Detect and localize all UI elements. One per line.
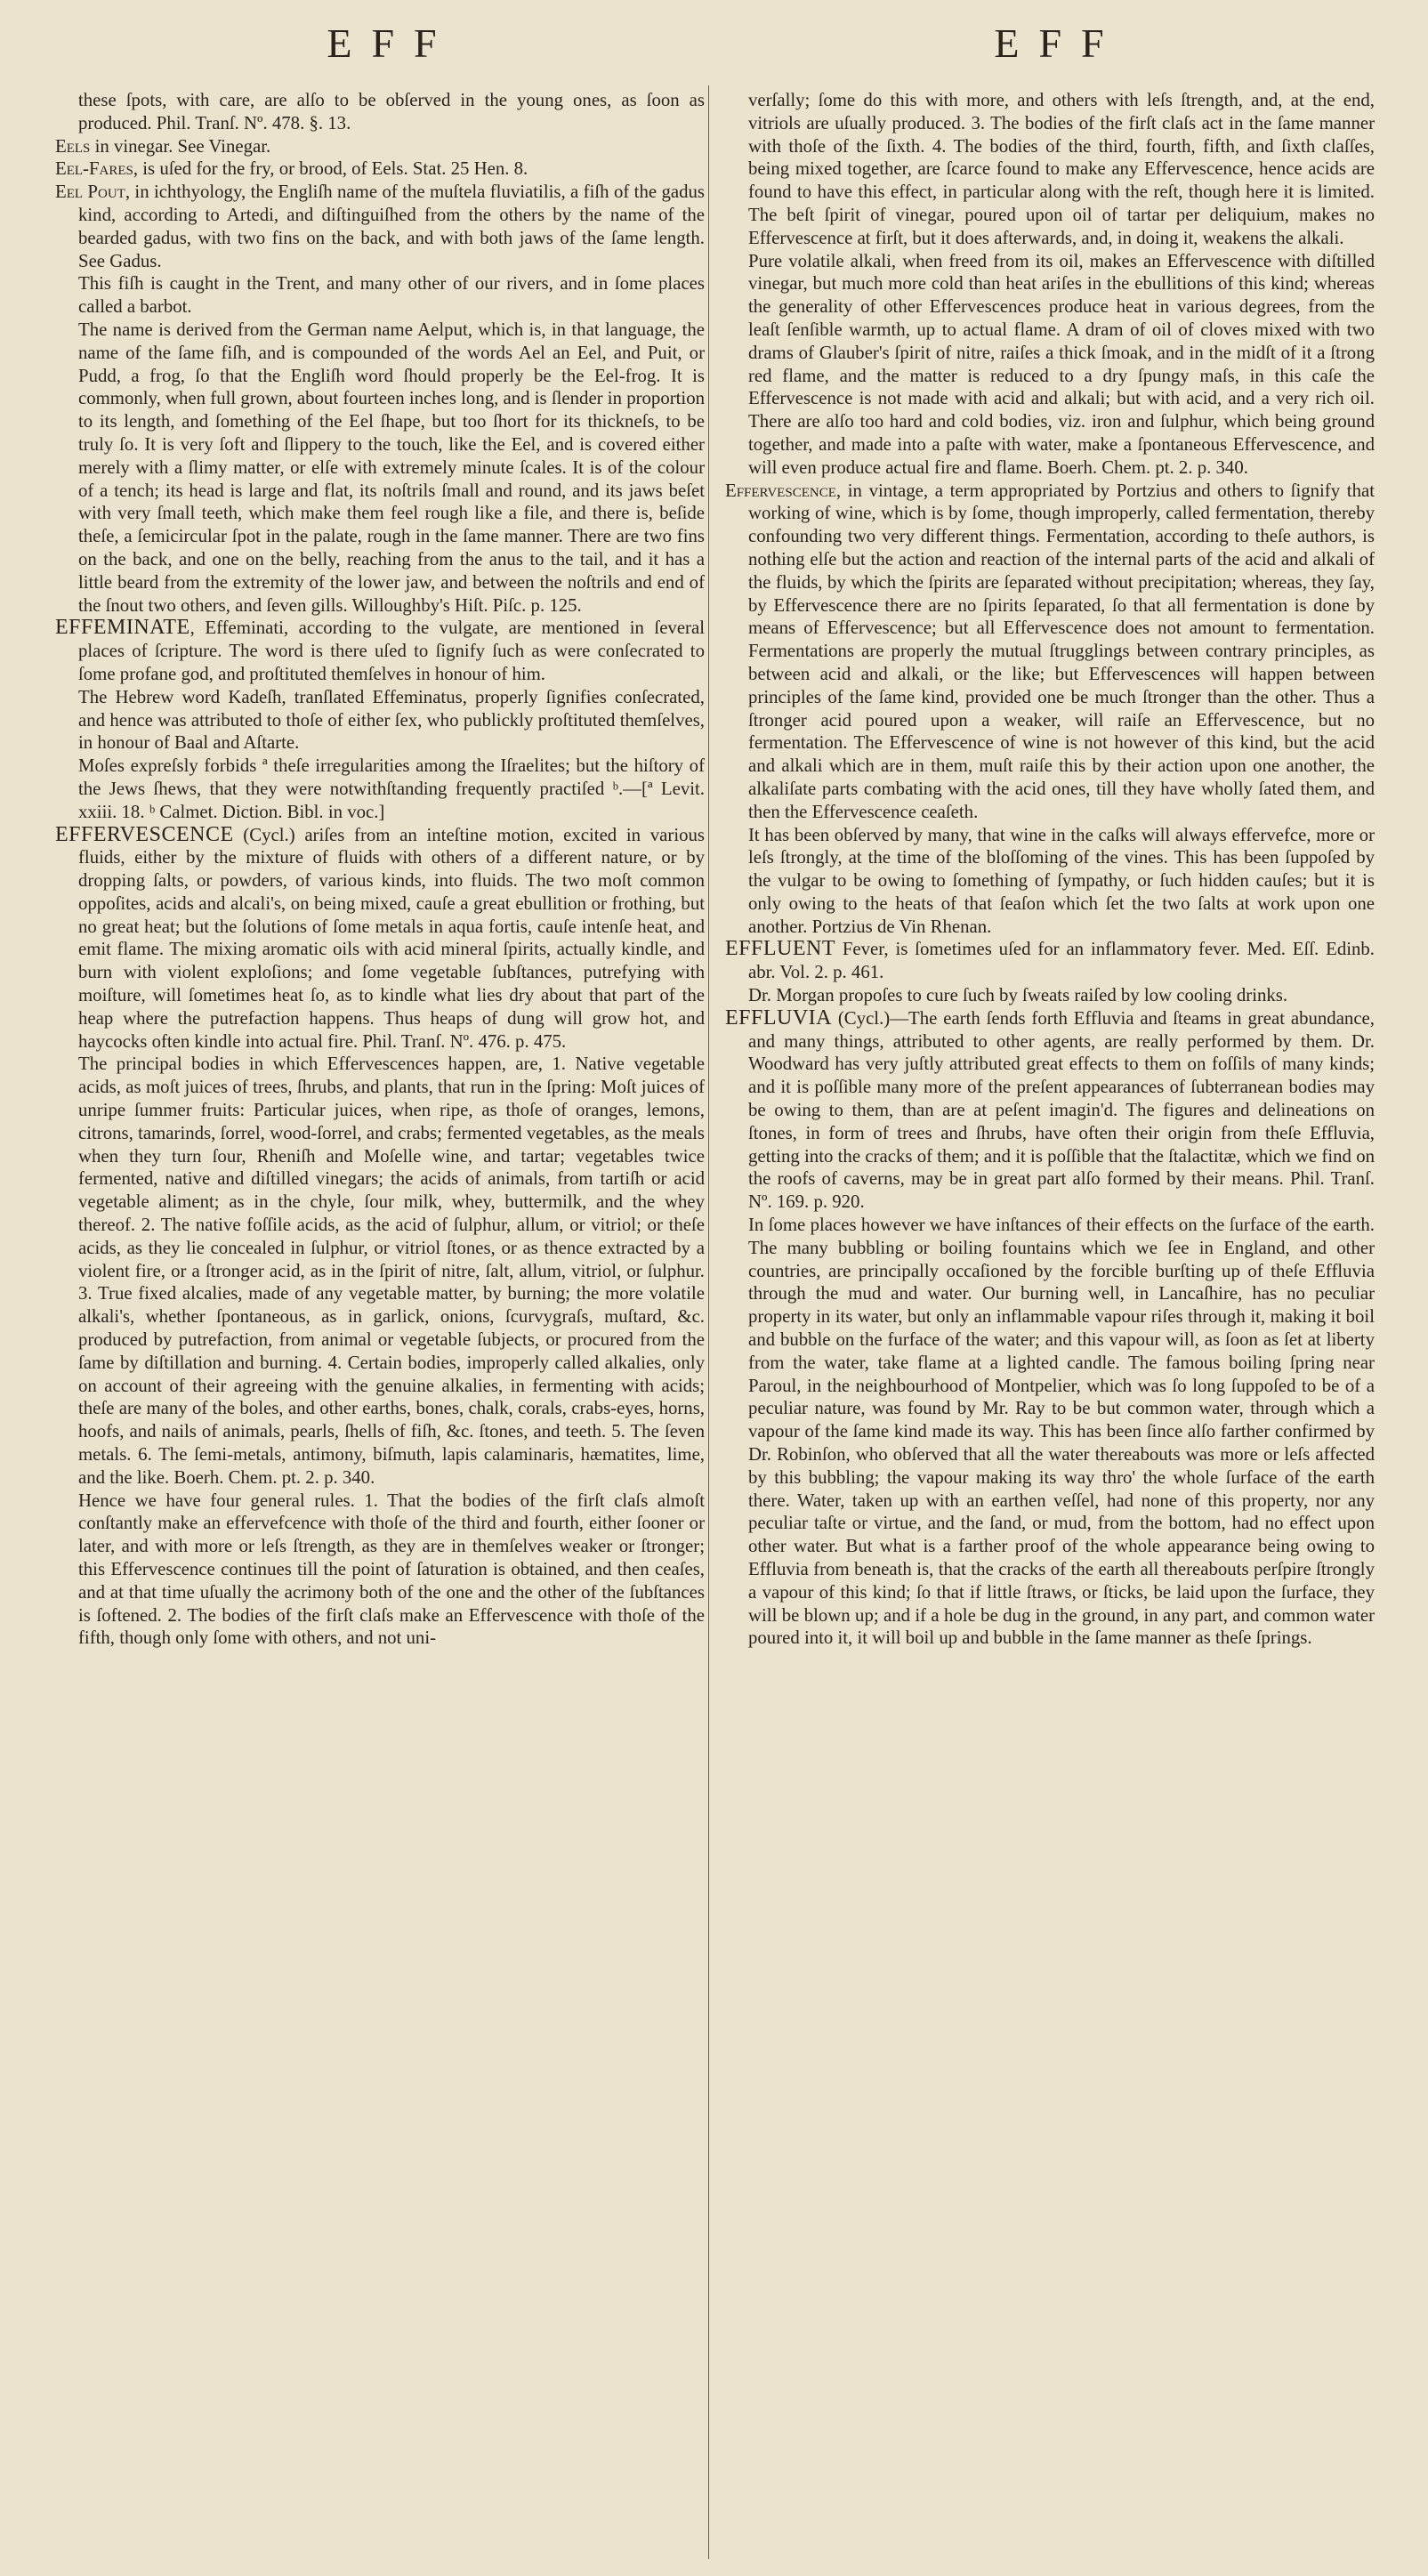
entry-text: In ſome places however we have inſtances of their effects on the ſurface of the earth. The many bubbling or boiling fountains which we ſee in England, and other countries, are principally occaſioned by the forcible burſting up of theſe Effluvia through the mud and water. Our burning well, in Lancaſhire, has no peculiar property in its water, but only an inflammable vapour riſes through it, making it boil and bubble on the furface of the water; and this vapour will, as ſoon as ſet at liberty from the water, take flame at a lighted candle. The famous boiling ſpring near Paroul, in the neighbourhood of Montpelier, which was ſo long ſuppoſed to be of a peculiar nature, was found by Mr. Ray to be but common water, through which a vapour of the ſame kind made its way. This has been ſince alſo farther confirmed by Dr. Robinſon, who obſerved that all the water thereabouts was more or leſs affected by this bubbling; the vapour making its way thro' the whole ſurface of the earth there. Water, taken up with an earthen veſſel, had none of this property, nor any peculiar taſte or virtue, and the ſand, or mud, from the bottom, had no effect upon other water. But what is a farther proof of the whole appearance being owing to Effluvia from beneath is, that the cracks of the earth all thereabouts perſpire ſtrongly a vapour of this kind; ſo that if little ſtraws, or ſticks, be laid upon the ſurface, they will be blown up; and if a hole be dug in the ground, in any part, and common water poured into it, it will boil up and bubble in the ſame manner as theſe ſprings. — [748, 1215, 1375, 1649]
column-divider — [708, 85, 709, 2559]
entry-paragraph — [55, 755, 705, 823]
entry-headword: Eel Pout — [55, 182, 125, 203]
entry-text: verſally; ſome do this with more, and others with leſs ſtrength, and, at the end, vitriols are uſually produced. 3. The bodies of the firſt claſs act in the ſame manner with thoſe of the ſixth. 4. The bodies of the third, fourth, fifth, and ſixth claſſes, being mixed together, are ſcarce found to make any Effervescence, hence acids are found to have this effect, in particular along with the reſt, though here it is limited. The beſt ſpirit of vinegar, poured upon oil of tartar per deliquium, makes no Effervescence at firſt, but it does afterwards, and, in doing it, weakens the alkali. — [748, 90, 1375, 248]
entry-paragraph — [55, 319, 705, 617]
running-head-right: EFF — [994, 20, 1124, 66]
entry-text: Pure volatile alkali, when freed from its oil, makes an Effervescence with diſtilled vinegar, but much more cold than heat ariſes in the ebullitions of this kind; whereas the generality of other Effervescences produce heat in various degrees, from the leaſt ſenſible warmth, up to actual flame. A dram of oil of cloves mixed with two drams of Glauber's ſpirit of nitre, raiſes a thick ſmoak, and in the midſt of it a ſtrong red flame, and the matter is reduced to a dry ſpungy maſs, in this caſe the Effervescence is not made with acid and alkali; but with acid, and a very rich oil. There are alſo too hard and cold bodies, viz. iron and ſulphur, which being ground together, and made into a paſte with water, make a ſpontaneous Effervescence, and will even produce actual fire and flame. Boerh. Chem. pt. 2. p. 340. — [748, 250, 1375, 478]
entry-headword: Eel-Fares — [55, 158, 133, 180]
entry-paragraph — [725, 984, 1375, 1007]
entry-paragraph — [55, 1053, 705, 1489]
entry-text: (Cycl.) ariſes from an inteſtine motion, excited in various fluids, either by the mixture of fluids with others of a different nature, or by dropping ſalts, or powders, of various kinds, into fluids. The two moſt common oppoſites, acids and alcali's, on being mixed, cauſe a great ebullition or frothing, but no great heat; but the ſolutions of ſome metals in aqua fortis, cauſe intenſe heat, and emit flame. The mixing aromatic oils with acid mineral ſpirits, actually kindle, and burn with violent exploſions; and ſome vegetable ſubſtances, putrefying with moiſture, will ſometimes heat ſo, as to kindle what lies dry about that part of the heap where the putrefaction happens. Thus heaps of dung will grow hot, and haycocks often kindle into actual fire. Phil. Tranſ. Nº. 476. p. 475. — [78, 824, 705, 1052]
entry-text: , Effeminati, according to the vulgate, are mentioned in ſeveral places of ſcripture. The word is there uſed to ſignify ſuch as were conſecrated to ſome profane god, and proſtituted themſelves in honour of him. — [78, 618, 705, 684]
right-column — [725, 89, 1375, 2554]
entry-text: Fever, is ſometimes uſed for an inflammatory fever. Med. Eſſ. Edinb. abr. Vol. 2. p. 461. — [748, 939, 1375, 983]
dictionary-entry — [55, 181, 705, 272]
dictionary-entry — [725, 480, 1375, 824]
entry-text: The Hebrew word Kadeſh, tranſlated Effeminatus, properly ſignifies conſecrated, and hence was attributed to thoſe of either ſex, who publickly proſtituted themſelves, in honour of Baal and Aſtarte. — [78, 686, 705, 754]
entry-text: It has been obſerved by many, that wine in the caſks will always effervefce, more or leſs ſtrongly, at the time of the bloſſoming of the vines. This has been ſuppoſed by the vulgar to be owing to ſomething of ſympathy, or ſuch hidden cauſes; but it is only owing to the heats of that ſeaſon which ſet the two ſalts at work upon one another. Portzius de Vin Rhenan. — [748, 824, 1375, 937]
dictionary-entry — [55, 824, 705, 1054]
entry-text: This fiſh is caught in the Trent, and many other of our rivers, and in ſome places called a barbot. — [78, 273, 705, 318]
entry-headword: Effervescence — [725, 480, 836, 501]
entry-text: Dr. Morgan propoſes to cure ſuch by ſweats raiſed by low cooling drinks. — [748, 985, 1288, 1006]
dictionary-entry — [55, 617, 705, 685]
entry-paragraph — [725, 824, 1375, 939]
entry-text: , is uſed for the fry, or brood, of Eels. Stat. 25 Hen. 8. — [133, 158, 528, 180]
entry-paragraph — [725, 250, 1375, 480]
entry-text: Moſes expreſsly forbids ª theſe irregularities among the Iſraelites; but the hiſtory of the Jews ſhews, that they were notwithſtanding frequently practiſed ᵇ.—[ª Levit. xxiii. 18. ᵇ Calmet. Diction. Bibl. in voc.] — [78, 755, 705, 822]
entry-headword: Eels — [55, 135, 91, 157]
entry-text: The name is derived from the German name Aelput, which is, in that language, the name of the ſame fiſh, and is compounded of the words Ael an Eel, and Puit, or Pudd, a frog, ſo that the Engliſh word ſhould properly be the Eel-frog. It is commonly, when full grown, about fourteen inches long, and is ſlender in proportion to its length, and ſomething of the Eel ſhape, but too ſhort for its thickneſs, to be truly ſo. It is very ſoft and ſlippery to the touch, like the Eel, and is covered either merely with a ſlimy matter, or elſe with extremely minute ſcales. It is of the colour of a tench; its head is large and flat, its noſtrils ſmall and round, and its jaws beſet with very ſmall teeth, which make them feel rough like a file, and there is, beſide theſe, a ſemicircular ſpot in the palate, rough in the ſame manner. There are two fins on the back, and one on the belly, reaching from the anus to the tail, and it has a little beard from the extremity of the lower jaw, and between the noſtrils and end of the ſnout two others, and ſeven gills. Willoughby's Hiſt. Piſc. p. 125. — [78, 319, 705, 616]
left-column — [55, 89, 705, 2554]
entry-headword: EFFEMINATE — [55, 616, 190, 640]
entry-text: , in vintage, a term appropriated by Portzius and others to ſignify that working of wine, which is by ſome, though improperly, called fermentation, thereby confounding two very different things. Fermentation, according to theſe authors, is nothing elſe but the action and reaction of the internal parts of the acid and alkali of the fluids, by which the ſpirits are ſeparated without precipitation; whereas, they ſay, by Effervescence there are no ſpirits ſeparated, ſo that all fermentation is done by means of Effervescence; but all Effervescence does not amount to fermentation. Fermentations are properly the mutual ſtrugglings between contrary principles, as between acid and alkali, or the like; but Effervescences will happen between principles of the ſame kind, provided one be much ſtronger than the other. Thus a ſtronger acid poured upon a weaker, will raiſe an Effervescence, but no fermentation. The Effervescence of wine is not however of this kind, but the acid and alkali which are in them, muſt raiſe this by their action upon one another, the alkaliſate parts combating with the acid ones, till they have wholly ſated them, and then the Effervescence ceaſeth. — [748, 480, 1375, 822]
dictionary-entry — [725, 1007, 1375, 1214]
entry-text: (Cycl.)—The earth ſends forth Effluvia and ſteams in great abundance, and many things, attributed to other agents, are really performed by them. Dr. Woodward has very juſtly attributed great effects to them on foſſils of many kinds; and it is poſſible many more of the preſent appearances of ſubterranean bodies may be owing to them, than are at peſent imagin'd. The figures and delineations on ſtones, in form of trees and ſhrubs, have often their origin from theſe Effluvia, getting into the cracks of them; and it is poſſible that the ſtalactitæ, which we find on the roofs of caverns, may be in great part alſo formed by their means. Phil. Tranſ. Nº. 169. p. 920. — [748, 1007, 1375, 1213]
entry-text: Hence we have four general rules. 1. That the bodies of the firſt claſs almoſt conſtantly make an effervefcence with thoſe of the third and fourth, either ſooner or later, and with more or leſs ſtrength, as they are in themſelves weaker or ſtronger; this Effervescence continues till the point of ſaturation is obtained, and then ceaſes, and at that time uſually the acrimony both of the one and the other of the ſubſtances is ſoftened. 2. The bodies of the firſt claſs make an Effervescence with thoſe of the fifth, though only ſome with others, and not uni- — [78, 1490, 705, 1649]
dictionary-entry — [725, 938, 1375, 984]
entry-text: The principal bodies in which Effervescences happen, are, 1. Native vegetable acids, as moſt juices of trees, ſhrubs, and plants, that run in the ſpring: Moſt juices of unripe ſummer fruits: Particular juices, when ripe, as thoſe of oranges, lemons, citrons, tamarinds, ſorrel, wood-ſorrel, and crabs; fermented vegetables, as the meals when they turn ſour, Rheniſh and Moſelle wine, and tartar; vegetables twice fermented, native and diſtilled vinegars; the acids of animals, from tartiſh or acid vegetable aliment; as in the chyle, ſour milk, whey, buttermilk, and the whey thereof. 2. The native foſſile acids, as the acid of ſulphur, allum, or vitriol; or theſe acids, as they lie concealed in ſulphur, or vitriol ſtones, or as thence extracted by a violent fire, or a ſtronger acid, as in the ſpirit of nitre, ſalt, allum, vitriol, or ſulphur. 3. True fixed alcalies, made of any vegetable matter, by burning; the more volatile alkali's, whether ſpontaneous, as in garlick, onions, ſcurvygraſs, muſtard, &c. produced by putrefaction, from animal or vegetable ſubjects, or procured from the ſame by diſtillation and burning. 4. Certain bodies, improperly called alkalies, only on account of their agreeing with the genuine alkalies, in fermenting with acids; theſe are many of the boles, and other earths, bones, chalk, corals, crabs-eyes, horns, hoofs, and nails of animals, pearls, ſhells of fiſh, &c. ſtones, and teeth. 5. The ſeven metals. 6. The ſemi-metals, antimony, biſmuth, lapis calaminaris, hæmatites, lime, and the like. Boerh. Chem. pt. 2. p. 340. — [78, 1054, 705, 1488]
entry-paragraph — [55, 89, 705, 135]
entry-headword: EFFLUVIA — [725, 1005, 833, 1030]
entry-paragraph — [725, 1214, 1375, 1650]
dictionary-entry — [55, 135, 705, 158]
entry-headword: EFFLUENT — [725, 937, 835, 961]
entry-paragraph — [55, 686, 705, 755]
dictionary-entry — [55, 157, 705, 181]
entry-paragraph — [725, 89, 1375, 250]
entry-headword: EFFERVESCENCE — [55, 822, 234, 846]
entry-paragraph — [55, 272, 705, 319]
entry-paragraph — [55, 1490, 705, 1651]
entry-text: in vinegar. See Vinegar. — [90, 135, 271, 157]
entry-text: these ſpots, with care, are alſo to be obſerved in the young ones, as ſoon as produced. Phil. Tranſ. Nº. 478. §. 13. — [78, 90, 705, 133]
running-head-left: EFF — [327, 20, 456, 66]
entry-text: , in ichthyology, the Engliſh name of the muſtela fluviatilis, a fiſh of the gadus kind, according to Artedi, and diſtinguiſhed from the others by the name of the bearded gadus, with two fins on the back, and with both jaws of the ſame length. See Gadus. — [78, 182, 705, 271]
